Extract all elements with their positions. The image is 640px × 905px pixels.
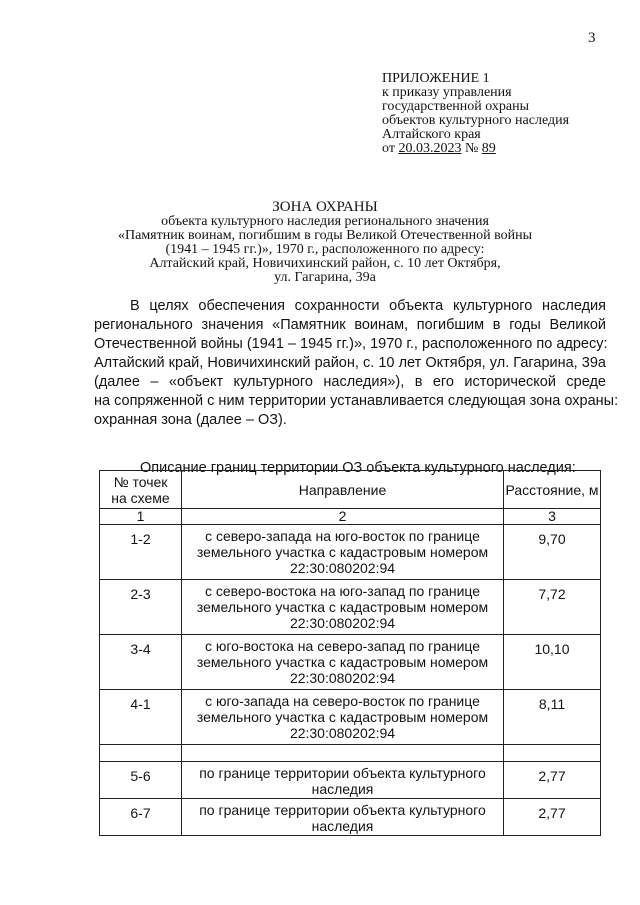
zone-line-1: объекта культурного наследия регионального значения (161, 214, 489, 229)
direction-line-2: земельного участка с кадастровым номером (196, 544, 489, 560)
direction-line-1: с северо-востока на юго-запад по границе (204, 583, 481, 599)
table-row (100, 690, 601, 745)
row-direction (182, 762, 503, 797)
boundaries-table (99, 470, 601, 836)
appendix-date-line (382, 142, 622, 156)
row-points: 2-3 (130, 586, 151, 602)
row-points: 3-4 (130, 641, 151, 657)
row-distance: 2,77 (538, 768, 566, 784)
cadastral-number: 22:30:080202:94 (289, 560, 396, 576)
direction-line-1: с северо-запада на юго-восток по границе (205, 528, 480, 544)
order-number: 89 (481, 141, 496, 156)
row-points: 4-1 (130, 696, 151, 712)
zone-line-5: ул. Гагарина, 39а (274, 270, 376, 285)
empty-cell (100, 745, 182, 762)
intro-line-4: Алтайский край, Новичихинский район, с. 10 лет Октября, ул. Гагарина, 39а (94, 355, 606, 371)
table-caption: Описание границ территории ОЗ объекта культурного наследия: (140, 460, 576, 476)
cadastral-number: 22:30:080202:94 (289, 615, 396, 631)
column-number-row (100, 509, 601, 525)
row-distance: 8,11 (538, 696, 566, 712)
row-points: 6-7 (130, 805, 151, 821)
appendix-line-3: объектов культурного наследия (382, 113, 570, 128)
intro-line-5: (далее – «объект культурного наследия»), в его исторической среде (94, 374, 606, 390)
date-prefix: от (382, 141, 399, 156)
zone-line-4: Алтайский край, Новичихинский район, с. 10 лет Октября, (149, 256, 501, 271)
table-row (100, 799, 601, 836)
direction-line-2: земельного участка с кадастровым номером (196, 709, 489, 725)
direction-line-2: наследия (311, 818, 374, 834)
direction-line-1: с юго-запада на северо-восток по границе (205, 693, 480, 709)
row-distance: 2,77 (538, 805, 566, 821)
intro-line-6: на сопряженной с ним территории устанавливается следующая зона охраны: (94, 393, 619, 409)
zone-line-2: «Памятник воинам, погибшим в годы Великой Отечественной войны (118, 228, 532, 243)
empty-cell (504, 745, 601, 762)
appendix-title: ПРИЛОЖЕНИЕ 1 (382, 71, 490, 86)
table-row (100, 762, 601, 799)
direction-line-2: земельного участка с кадастровым номером (196, 599, 489, 615)
direction-line-1: по границе территории объекта культурного (199, 802, 486, 818)
table-row (100, 525, 601, 580)
order-date: 20.03.2023 (398, 141, 462, 156)
table-row (100, 635, 601, 690)
appendix-header (382, 72, 622, 156)
col-number-1: 1 (100, 509, 182, 525)
table-empty-row (100, 745, 601, 762)
zone-title: ЗОНА ОХРАНЫ (272, 199, 378, 215)
direction-line-1: с юго-востока на северо-запад по границе (204, 638, 481, 654)
empty-cell (182, 745, 504, 762)
direction-line-2: наследия (311, 781, 374, 797)
row-direction (182, 690, 503, 741)
row-distance: 10,10 (534, 641, 570, 657)
direction-line-1: по границе территории объекта культурного (199, 765, 486, 781)
col-number-3: 3 (504, 509, 601, 525)
appendix-line-1: к приказу управления (382, 85, 512, 100)
row-direction (182, 799, 503, 834)
intro-line-2: регионального значения «Памятник воинам, погибшим в годы Великой (94, 317, 606, 333)
header-distance: Расстояние, м (504, 471, 601, 509)
zone-line-3: (1941 – 1945 гг.)», 1970 г., расположенного по адресу: (165, 242, 485, 257)
row-direction (182, 525, 503, 576)
row-points: 1-2 (130, 531, 151, 547)
header-points-line-2: на схеме (111, 489, 170, 506)
cadastral-number: 22:30:080202:94 (289, 725, 396, 741)
col-number-2: 2 (182, 509, 504, 525)
table-row (100, 580, 601, 635)
page-number: 3 (588, 30, 596, 46)
appendix-line-2: государственной охраны (382, 99, 530, 114)
row-points: 5-6 (130, 768, 151, 784)
intro-line-3: Отечественной войны (1941 – 1945 гг.)», 1970 г., расположенного по адресу: (94, 336, 608, 352)
direction-line-2: земельного участка с кадастровым номером (196, 654, 489, 670)
row-distance: 7,72 (538, 586, 566, 602)
header-direction: Направление (182, 471, 504, 509)
intro-paragraph (94, 297, 619, 430)
header-points-line-1: № точек (113, 473, 168, 490)
row-direction (182, 580, 503, 631)
table-header-row (100, 471, 601, 509)
appendix-line-4: Алтайского края (382, 127, 481, 142)
number-prefix: № (461, 141, 482, 156)
header-points (100, 471, 182, 509)
row-direction (182, 635, 503, 686)
row-distance: 9,70 (538, 531, 566, 547)
zone-heading (90, 199, 560, 285)
intro-line-1: В целях обеспечения сохранности объекта культурного наследия (130, 298, 606, 314)
cadastral-number: 22:30:080202:94 (289, 670, 396, 686)
intro-line-7: охранная зона (далее – ОЗ). (94, 412, 287, 428)
